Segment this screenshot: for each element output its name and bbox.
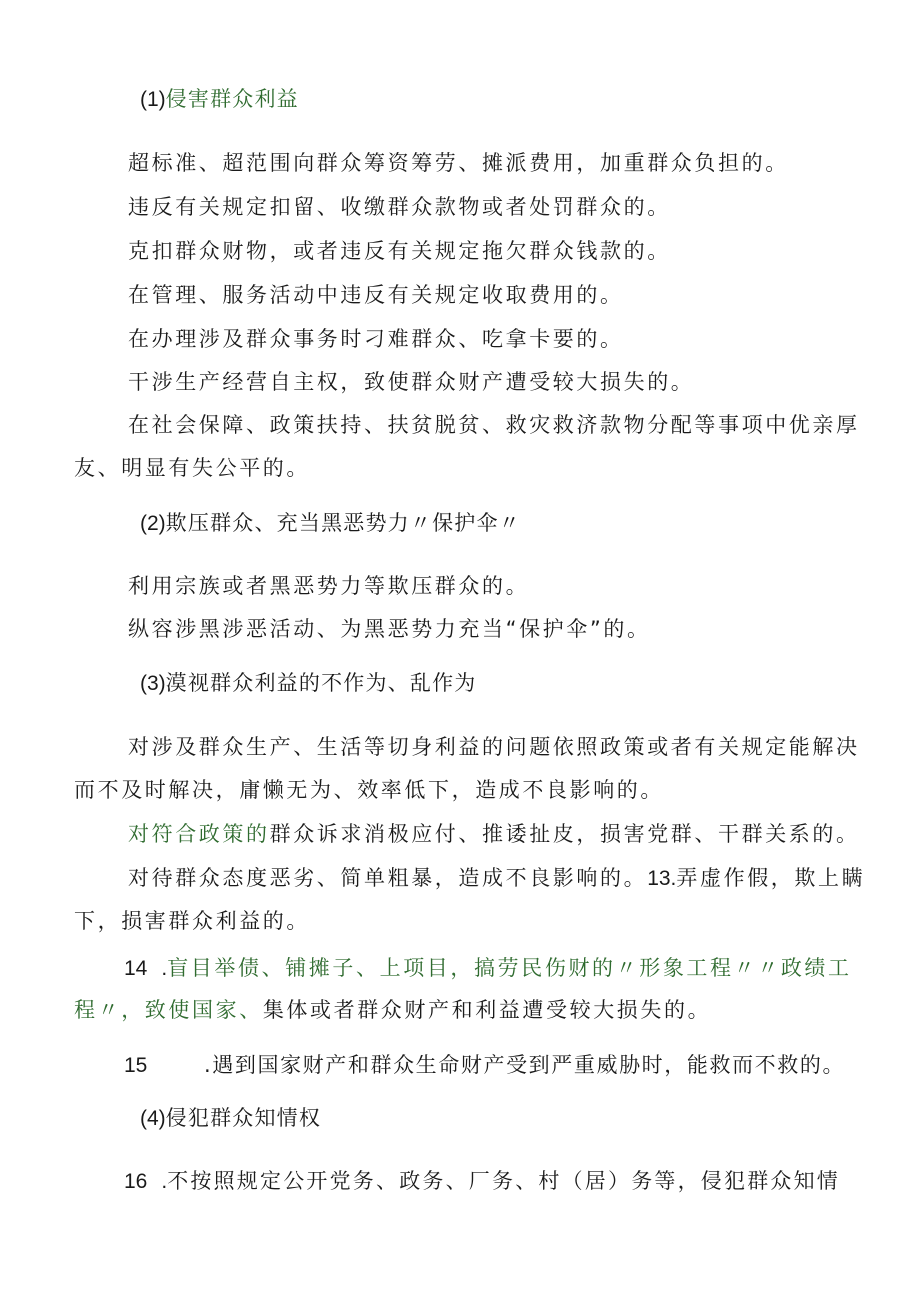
- paragraph-line: 下，损害群众利益的。: [74, 909, 310, 933]
- paragraph-line: 对涉及群众生产、生活等切身利益的问题依照政策或者有关规定能解决: [128, 735, 860, 759]
- section-2-title: 欺压群众、充当黑恶势力〃保护伞〃: [165, 511, 521, 535]
- item-14-line: [124, 953, 852, 984]
- item-15-line: [124, 1050, 845, 1081]
- paragraph-line: 而不及时解决，庸懒无为、效率低下，造成不良影响的。: [74, 778, 664, 802]
- section-2-heading: [140, 508, 521, 539]
- section-3-heading: [140, 668, 476, 699]
- section-1-title: 侵害群众利益: [165, 87, 299, 111]
- item-14-text: 程〃，致使国家、: [74, 998, 263, 1022]
- paragraph-line: [128, 819, 860, 849]
- item-14-text: 集体或者群众财产和利益遭受较大损失的。: [262, 998, 712, 1022]
- paragraph-line: 纵容涉黑涉恶活动、为黑恶势力充当“保护伞”的。: [128, 617, 651, 641]
- section-4-heading: [140, 1103, 321, 1134]
- item-16-text: 不按照规定公开党务、政务、厂务、村（居）务等，侵犯群众知情: [167, 1169, 841, 1193]
- item-14-number: 14: [124, 957, 148, 980]
- section-4-title: 侵犯群众知情权: [165, 1106, 322, 1130]
- paragraph-text: 群众诉求消极应付、推诿扯皮，损害党群、干群关系的。: [269, 822, 860, 846]
- item-15-number: 15: [124, 1054, 148, 1077]
- highlighted-text: 对符合政策的: [128, 822, 270, 846]
- item-16-number: 16: [124, 1170, 148, 1193]
- paragraph-line: 在社会保障、政策扶持、扶贫脱贫、救灾救济款物分配等事项中优亲厚: [128, 413, 860, 437]
- item-14-text: 盲目举债、铺摊子、上项目，: [167, 956, 475, 980]
- paragraph-line: 利用宗族或者黑恶势力等欺压群众的。: [128, 574, 530, 598]
- item-14-dot: .: [161, 957, 168, 980]
- item-13-text: 弄虚作假，欺上瞒: [676, 866, 866, 890]
- item-16-dot: .: [161, 1170, 168, 1193]
- item-14-line: [74, 995, 711, 1025]
- paragraph-line: 超标准、超范围向群众筹资筹劳、摊派费用，加重群众负担的。: [128, 151, 789, 175]
- item-15-text: .遇到国家财产和群众生命财产受到严重威胁时，能救而不救的。: [204, 1053, 846, 1077]
- section-1-heading: [140, 84, 299, 115]
- section-1-number: (1): [140, 88, 166, 111]
- paragraph-text: 对待群众态度恶劣、简单粗暴，造成不良影响的。: [128, 866, 648, 890]
- item-16-line: [124, 1166, 840, 1197]
- section-4-number: (4): [140, 1107, 166, 1130]
- paragraph-line: 友、明显有失公平的。: [74, 456, 310, 480]
- paragraph-line: [128, 863, 865, 894]
- paragraph-line: 干涉生产经营自主权，致使群众财产遭受较大损失的。: [128, 370, 695, 394]
- section-3-number: (3): [140, 672, 166, 695]
- section-2-number: (2): [140, 512, 166, 535]
- item-14-text: 搞劳民伤财的〃形象工程〃〃政绩工: [474, 956, 852, 980]
- section-3-title: 漠视群众利益的不作为、乱作为: [165, 671, 477, 695]
- paragraph-line: 在办理涉及群众事务时刁难群众、吃拿卡要的。: [128, 327, 624, 351]
- paragraph-line: 克扣群众财物，或者违反有关规定拖欠群众钱款的。: [128, 239, 671, 263]
- paragraph-line: 违反有关规定扣留、收缴群众款物或者处罚群众的。: [128, 195, 671, 219]
- item-13-number: 13.: [647, 867, 677, 890]
- paragraph-line: 在管理、服务活动中违反有关规定收取费用的。: [128, 283, 624, 307]
